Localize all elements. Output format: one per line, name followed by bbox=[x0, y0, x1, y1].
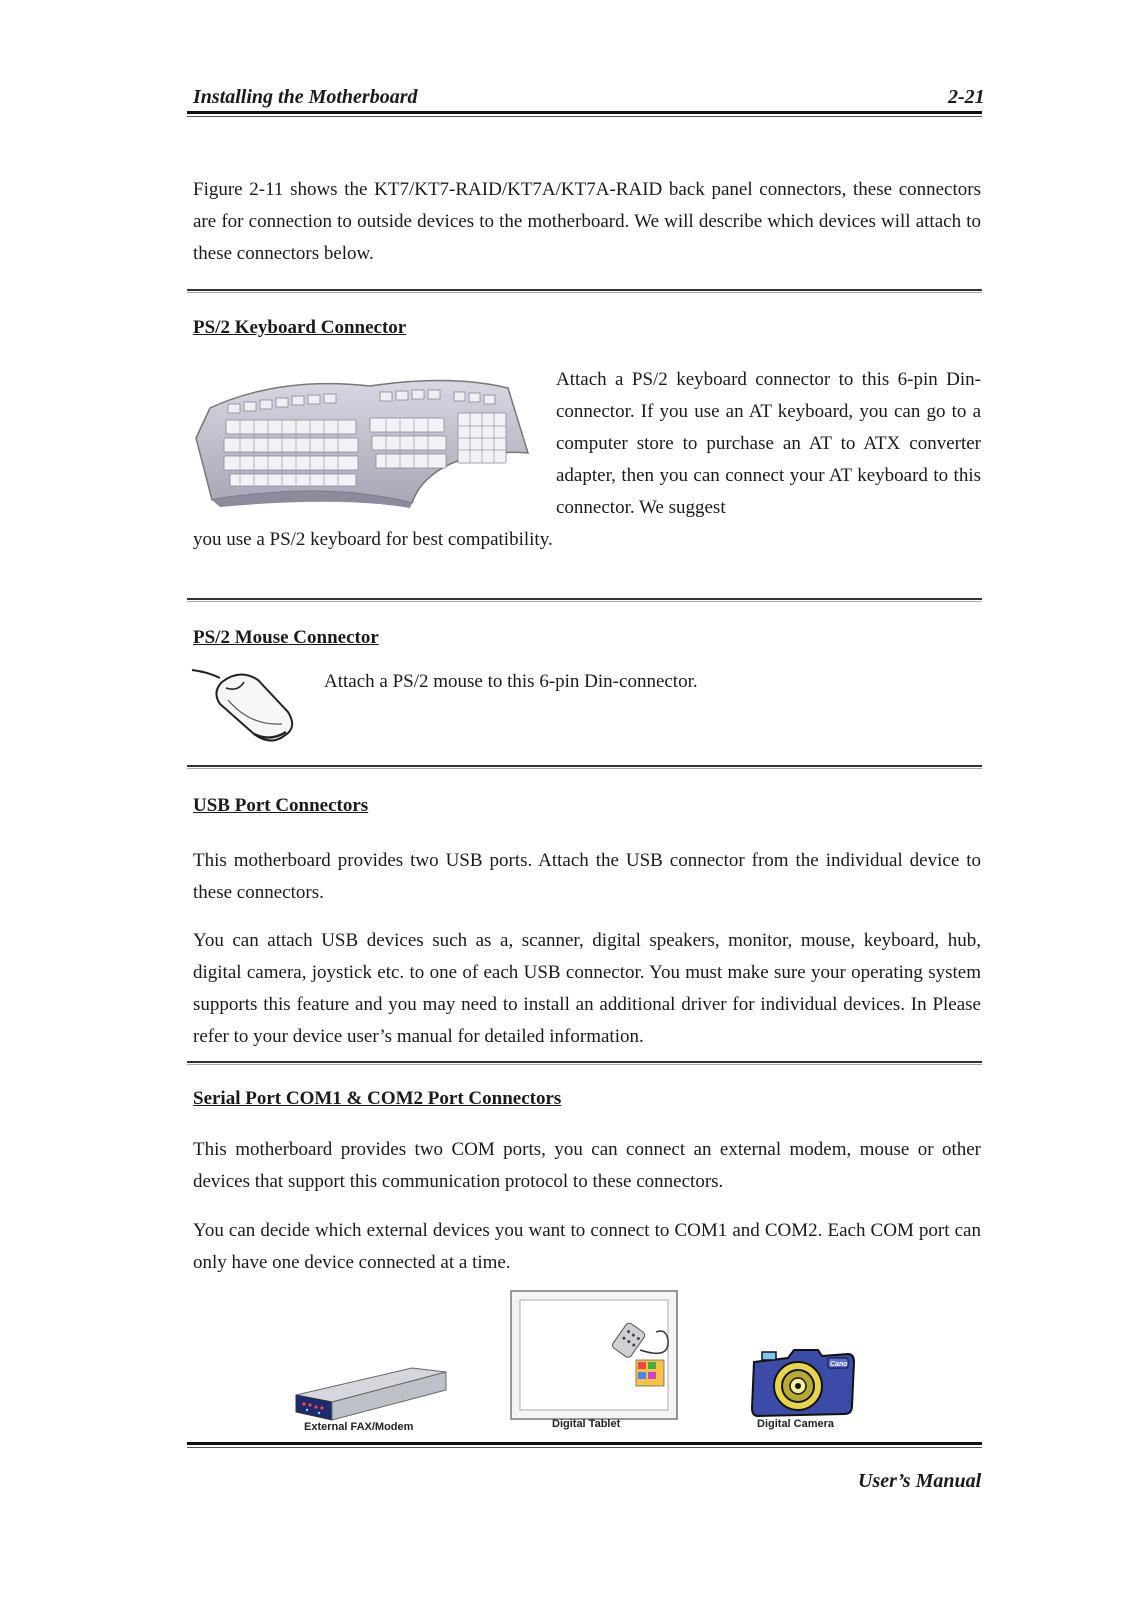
keyboard-icon bbox=[190, 368, 535, 508]
section-divider bbox=[187, 289, 982, 293]
keyboard-heading: PS/2 Keyboard Connector bbox=[193, 317, 407, 338]
camera-brand-label: Cano bbox=[830, 1361, 848, 1368]
usb-paragraph-2: You can attach USB devices such as a, scanner, digital speakers, monitor, mouse, keyboard, hub, digital camera, joystick etc. to one of each USB connector. You must make sure your operating system supports this feature and you may need to install an additional driver for individual devices. In Please refer to your device user’s manual for detailed information. bbox=[193, 930, 981, 1047]
mouse-description: Attach a PS/2 mouse to this 6-pin Din-connector. bbox=[324, 671, 698, 692]
usb-paragraph-1: This motherboard provides two USB ports. Attach the USB connector from the individual device to these connectors. bbox=[193, 850, 981, 903]
keyboard-description-continued: you use a PS/2 keyboard for best compatibility. bbox=[193, 529, 553, 550]
mouse-heading: PS/2 Mouse Connector bbox=[193, 627, 379, 648]
serial-paragraph-1: This motherboard provides two COM ports, you can connect an external modem, mouse or other devices that support this communication protocol to these connectors. bbox=[193, 1139, 981, 1192]
serial-paragraph-2: You can decide which external devices you want to connect to COM1 and COM2. Each COM port can only have one device connected at a time. bbox=[193, 1220, 981, 1273]
serial-heading: Serial Port COM1 & COM2 Port Connectors bbox=[193, 1088, 562, 1109]
footer-text: User’s Manual bbox=[858, 1470, 982, 1492]
fax-modem-caption: External FAX/Modem bbox=[304, 1421, 414, 1433]
intro-paragraph: Figure 2-11 shows the KT7/KT7-RAID/KT7A/KT7A-RAID back panel connectors, these connectors are for connection to outside devices to the motherboard. We will describe which devices will attach to these connectors below. bbox=[193, 179, 981, 264]
section-divider bbox=[187, 598, 982, 602]
section-divider bbox=[187, 1061, 982, 1065]
usb-heading: USB Port Connectors bbox=[193, 795, 369, 816]
header-title: Installing the Motherboard bbox=[193, 86, 418, 108]
footer-rule bbox=[187, 1442, 982, 1448]
digital-tablet-caption: Digital Tablet bbox=[552, 1418, 621, 1430]
digital-camera-caption: Digital Camera bbox=[757, 1418, 835, 1430]
mouse-icon bbox=[190, 668, 300, 743]
digital-tablet-icon bbox=[510, 1290, 680, 1422]
fax-modem-icon bbox=[292, 1360, 452, 1430]
header-rule bbox=[187, 111, 982, 117]
keyboard-description: Attach a PS/2 keyboard connector to this 6-pin Din-connector. If you use an AT keyboard, you can go to a computer store to purchase an AT to ATX converter adapter, then you can connect your AT keyboard to this connector. We suggest bbox=[556, 369, 981, 518]
digital-camera-icon bbox=[748, 1346, 858, 1420]
section-divider bbox=[187, 765, 982, 769]
header-page-number: 2-21 bbox=[948, 86, 985, 108]
